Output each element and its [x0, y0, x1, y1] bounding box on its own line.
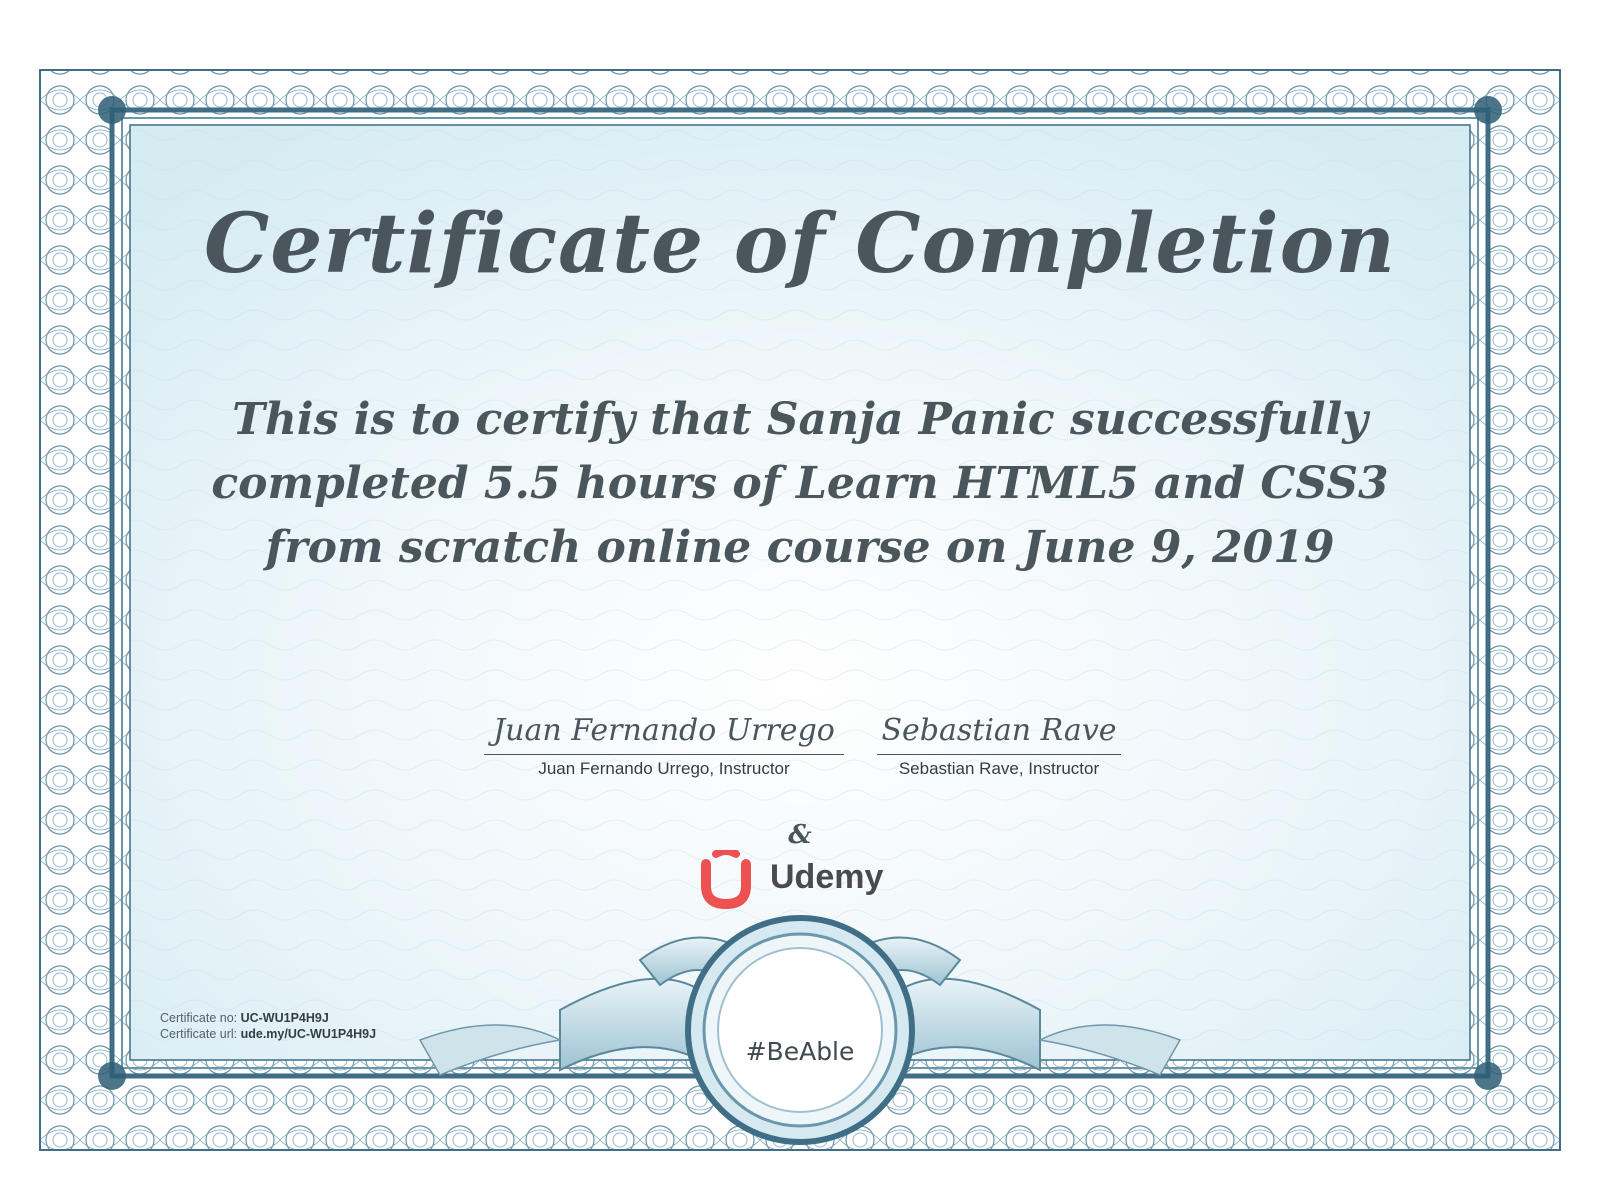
- signature-label: Juan Fernando Urrego, Instructor: [538, 759, 790, 778]
- udemy-u-icon: [698, 850, 762, 910]
- statement-line-3: from scratch online course on June 9, 2019: [265, 522, 1335, 573]
- signature-block-instructor-2: [872, 708, 1126, 788]
- certificate-title: Certificate of Completion: [204, 196, 1396, 292]
- certificate-number-row: [160, 1010, 376, 1026]
- badge-hashtag: #BeAble: [745, 1037, 855, 1066]
- signature-line: [484, 754, 844, 755]
- signature-script: Sebastian Rave: [881, 713, 1117, 748]
- certificate-statement: [200, 388, 1400, 580]
- cert-url-link[interactable]: ude.my/UC-WU1P4H9J: [240, 1027, 377, 1041]
- certificate-meta: [160, 1010, 376, 1042]
- cert-no-value: UC-WU1P4H9J: [240, 1011, 329, 1025]
- udemy-logo: [698, 850, 938, 920]
- signature-label: Sebastian Rave, Instructor: [898, 759, 1100, 778]
- statement-line-2: completed 5.5 hours of Learn HTML5 and CSS3: [211, 458, 1389, 509]
- signature-script: Juan Fernando Urrego: [493, 713, 835, 748]
- cert-no-label: Certificate no:: [160, 1011, 241, 1025]
- brand-name: Udemy: [770, 858, 884, 896]
- cert-url-label: Certificate url:: [160, 1027, 241, 1041]
- certificate-url-row: [160, 1026, 376, 1042]
- signature-line: [877, 754, 1121, 755]
- statement-line-1: This is to certify that Sanja Panic successfully: [232, 394, 1368, 445]
- signature-block-instructor-1: [478, 708, 850, 788]
- ampersand: &: [788, 820, 812, 850]
